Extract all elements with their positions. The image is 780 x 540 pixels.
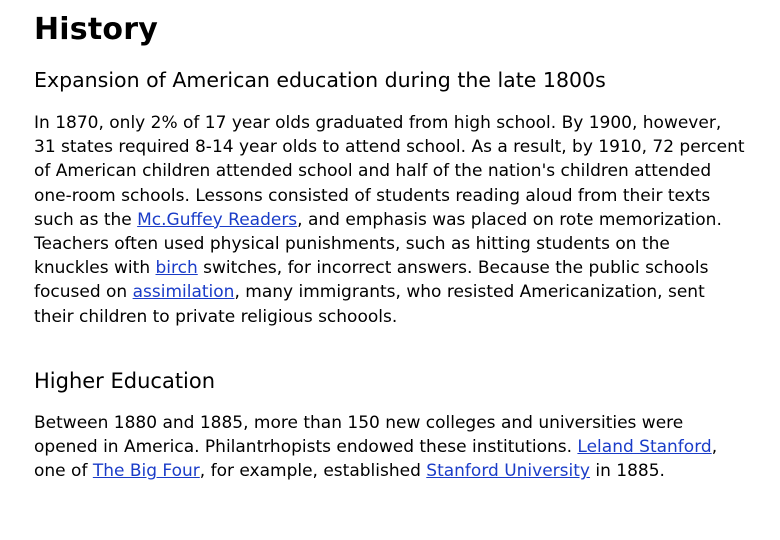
section-heading-higher-education: Higher Education xyxy=(34,369,216,393)
link-leland-stanford[interactable]: Leland Stanford xyxy=(577,437,712,458)
paragraph-higher-education xyxy=(34,411,746,484)
paragraph-text: switches, for incorrect answers. Because the public schools focused on xyxy=(34,258,709,303)
link-assimilation[interactable]: assimilation xyxy=(132,282,235,303)
paragraph-text: , and emphasis was placed on rote memorization. Teachers often used physical punishments, such as hitting students on the knuckles with xyxy=(34,209,722,279)
paragraph-text: Between 1880 and 1885, more than 150 new colleges and universities were opened in America. Philantrhopists endowed these institutions. xyxy=(34,413,684,458)
link-stanford-university[interactable]: Stanford University xyxy=(426,461,590,482)
section-subtitle: Expansion of American education during the late 1800s xyxy=(34,68,606,92)
link-the-big-four[interactable]: The Big Four xyxy=(92,461,200,482)
paragraph-text: , one of xyxy=(34,437,718,482)
paragraph-education-expansion xyxy=(34,111,746,329)
link-birch[interactable]: birch xyxy=(155,258,198,279)
paragraph-text: , for example, established xyxy=(199,461,427,482)
paragraph-text: , many immigrants, who resisted Americanization, sent their children to private religious schoools. xyxy=(34,282,705,327)
link-mcguffey-readers[interactable]: Mc.Guffey Readers xyxy=(137,209,298,230)
paragraph-text: In 1870, only 2% of 17 year olds graduated from high school. By 1900, however, 31 states required 8-14 year olds to attend school. As a result, by 1910, 72 percent of American children attended school and half of the nation's children attended one-room schools. Lessons consisted of students reading aloud from their texts such as the xyxy=(34,113,745,230)
page-title: History xyxy=(34,12,158,47)
paragraph-text: in 1885. xyxy=(589,461,665,482)
